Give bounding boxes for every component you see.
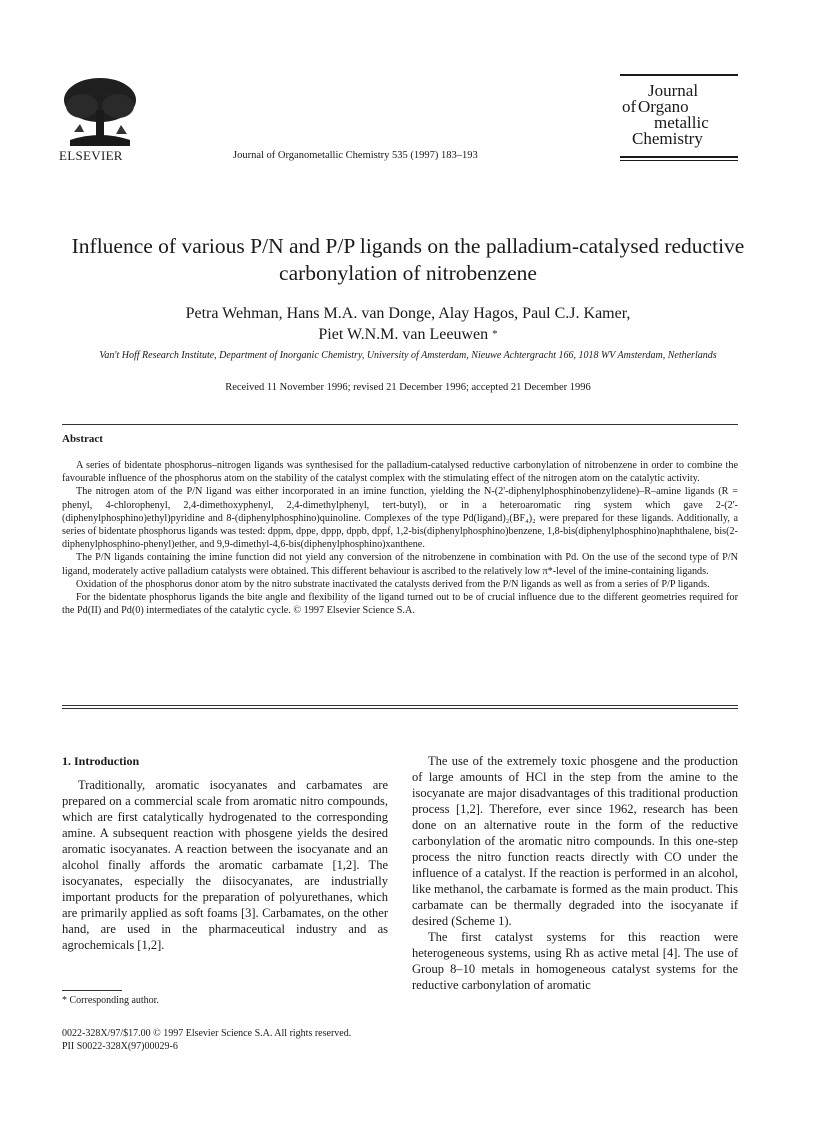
- logo-word-organo: Organo: [638, 97, 689, 116]
- body-paragraph: The first catalyst systems for this reaction were heterogeneous systems, using Rh as active metal [4]. The use of Group 8–10 metals in homogeneous catalyst systems for the reductive carbonylation of aromatic: [412, 930, 738, 992]
- logo-rule-top: [620, 74, 738, 76]
- footnote: * Corresponding author.: [62, 995, 159, 1006]
- publisher-name: ELSEVIER: [59, 148, 123, 163]
- received-dates: Received 11 November 1996; revised 21 December 1996; accepted 21 December 1996: [225, 382, 591, 393]
- body-paragraph: The use of the extremely toxic phosgene and the production of large amounts of HCl in the step from the amine to the isocyanate are major disadvantages of this traditional production process [1,2]. Therefore, ever since 1962, research has been done on an alternative route in the form of the reductive carbonylation of the aromatic nitro compounds. In this one-step process the nitro function reacts directly with CO under the influence of a catalyst. If the reaction is performed in an alcohol, like methanol, the carbamate is formed as the main product. This carbamate can be thermally degraded into the isocyanate if desired (Scheme 1).: [412, 754, 738, 928]
- footnote-rule: [62, 990, 122, 991]
- author-list: [50, 303, 766, 345]
- author-last: Piet W.N.M. van Leeuwen: [318, 326, 489, 343]
- authors-line-1: Petra Wehman, Hans M.A. van Donge, Alay Hagos, Paul C.J. Kamer,: [185, 305, 631, 322]
- journal-logo: [620, 74, 738, 164]
- section-heading: 1. Introduction: [62, 754, 140, 768]
- abstract-paragraph: The P/N ligands containing the imine function did not yield any conversion of the nitrobenzene in combination with Pd. On the use of the second type of P/N ligand, moderately active palladium catalysts were obtained. This different behaviour is ascribed to the relatively low π*-level of the imine-containing ligands.: [62, 552, 738, 577]
- divider-bottom-2: [62, 708, 738, 709]
- abstract-heading: Abstract: [62, 433, 103, 445]
- divider-bottom-1: [62, 705, 738, 706]
- logo-word-metallic: metallic: [654, 113, 709, 132]
- abstract-paragraph: The nitrogen atom of the P/N ligand was either incorporated in an imine function, yielding the N-(2'-diphenylphosphinobenzylidene)–R–amine ligands (R = phenyl, 4-chlorophenyl, 2,4-dimethoxyphenyl, 2,4-dimethylphenyl, tert-butyl), or in a heteroaromatic ring system which gave 2-(2'-(diphenylphosphino)ethyl)pyridine and 8-(diphenylphosphino)quinoline. Complexes of the type Pd(ligand)₂(BF₄)₂ were prepared for these ligands. Additionally, a series of bidentate phosphorus ligands was tested: dppm, dppe, dppp, dppb, dppf, 1,2-bis(diphenylphosphino)benzene, 1,8-bis(diphenylphosphino)naphthalene, bis(2-diphenylphosphino-phenyl)ether, and 9,9-dimethyl-4,6-bis(diphenylphosphino)xanthene.: [62, 486, 738, 551]
- authors-line-2: [50, 324, 766, 345]
- left-column: [62, 753, 388, 953]
- copyright-line: 0022-328X/97/$17.00 © 1997 Elsevier Science S.A. All rights reserved.: [62, 1028, 352, 1039]
- affiliation: Van't Hoff Research Institute, Department of Inorganic Chemistry, University of Amsterdam, Nieuwe Achtergracht 166, 1018 WV Amsterdam, Netherlands: [99, 350, 717, 361]
- pii-line: PII S0022-328X(97)00029-6: [62, 1041, 178, 1052]
- abstract-paragraph: A series of bidentate phosphorus–nitrogen ligands was synthesised for the palladium-catalysed reductive carbonylation of nitrobenzene in order to combine the favourable influence of the phosphorus atom on the stability of the catalyst complex with the stimulating effect of the nitrogen atom on the catalytic activity.: [62, 460, 738, 485]
- elsevier-tree-logo: [60, 76, 140, 148]
- logo-rule-bottom-1: [620, 156, 738, 158]
- body-paragraph: Traditionally, aromatic isocyanates and carbamates are prepared on a commercial scale from aromatic nitro compounds, which are first catalytically hydrogenated to the corresponding amine. A subsequent reaction with phosgene yields the desired aromatic isocyanates. A reaction between the isocyanate and an alcohol finally affords the aromatic carbamate [1,2]. The isocyanates, especially the diisocyanates, are industrially important products for the preparation of polyurethanes, which are primarily applied as soft foams [3]. Carbamates, on the other hand, are used in the pharmaceutical industry and as agrochemicals [1,2].: [62, 778, 388, 952]
- corresponding-author-mark: *: [492, 328, 498, 340]
- divider-top: [62, 424, 738, 425]
- logo-word-journal: Journal: [648, 81, 699, 100]
- logo-rule-bottom-2: [620, 160, 738, 161]
- logo-word-chemistry: Chemistry: [632, 129, 703, 148]
- logo-word-of: of: [622, 97, 637, 116]
- abstract-paragraph: For the bidentate phosphorus ligands the bite angle and flexibility of the ligand turned out to be of crucial influence due to the different geometries required for the Pd(II) and Pd(0) intermediates of the catalytic cycle. © 1997 Elsevier Science S.A.: [62, 592, 738, 617]
- journal-citation: Journal of Organometallic Chemistry 535 (1997) 183–193: [233, 150, 478, 161]
- right-column: [412, 753, 738, 993]
- article-title: Influence of various P/N and P/P ligands on the palladium-catalysed reductive carbonylation of nitrobenzene: [71, 234, 745, 285]
- abstract-body: [62, 459, 738, 617]
- abstract-paragraph: Oxidation of the phosphorus donor atom by the nitro substrate inactivated the catalysts derived from the P/N ligands as well as from a series of P/P ligands.: [76, 578, 710, 590]
